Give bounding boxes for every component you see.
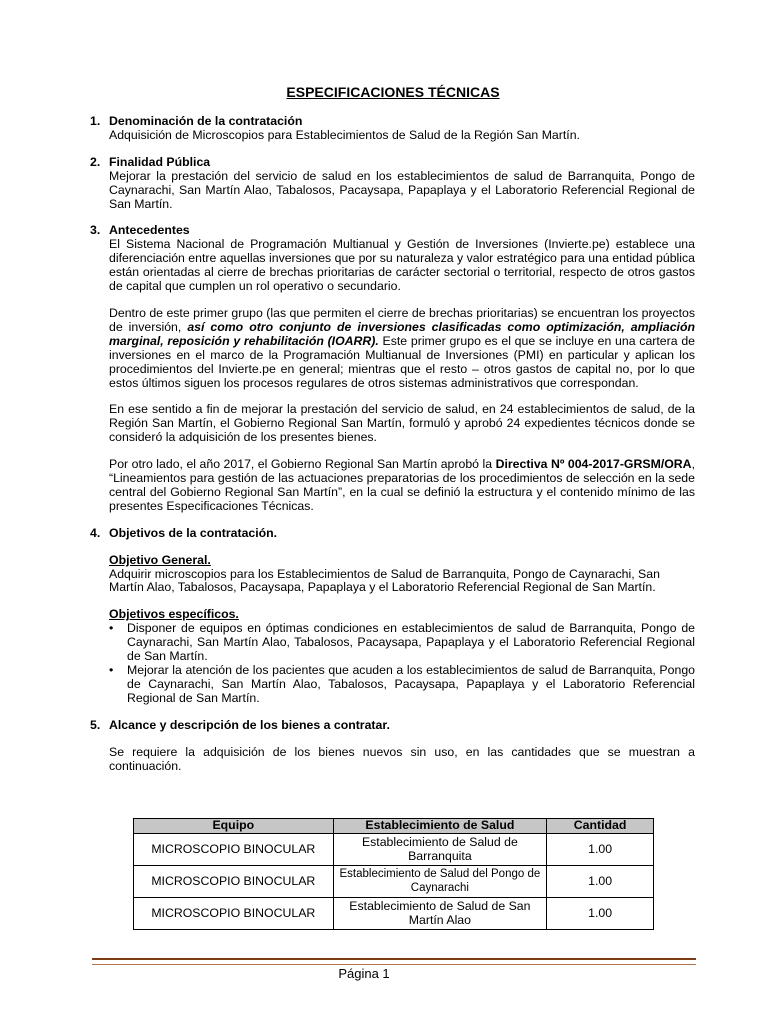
section-4 xyxy=(90,527,695,706)
section-text: Se requiere la adquisición de los bienes nuevos sin uso, en las cantidades que se muestran a continuación. xyxy=(109,744,695,773)
section-heading: Finalidad Pública xyxy=(109,154,211,169)
page-number: Página 1 xyxy=(338,966,390,981)
paragraph xyxy=(109,307,695,390)
section-2 xyxy=(90,156,695,212)
paragraph-text: Este primer grupo es el que se incluye en una cartera de inversiones en el marco de la Programación Multianual de Inversiones (PMI) en particular y aplican los procedimientos del Invierte.pe en general; mientras que el resto – otros gastos de capital no, por lo que estos últimos siguen los procesos regulares de otros sistemas administrativos que correspondan. xyxy=(109,333,695,390)
bullet-icon: • xyxy=(109,621,114,636)
table-row xyxy=(134,834,654,866)
section-3 xyxy=(90,224,695,513)
column-header: Cantidad xyxy=(547,819,654,834)
footer-divider xyxy=(92,958,696,965)
section-5 xyxy=(90,719,695,774)
section-text: Mejorar la prestación del servicio de salud en los establecimientos de salud de Barranquita, Pongo de Caynarachi, San Martín Alao, Tabalosos, Pacaysapa, Papaplaya y el Laboratorio Referencial Regional de San Martín. xyxy=(109,168,695,211)
list-item-text: Mejorar la atención de los pacientes que acuden a los establecimientos de salud de Barranquita, Pongo de Caynarachi, San Martín Alao, Tabalosos, Pacaysapa, Papaplaya y el Laboratorio Referencial Regional de San Martín. xyxy=(127,663,695,705)
paragraph: En ese sentido a fin de mejorar la prestación del servicio de salud, en 24 establecimientos de salud, de la Región San Martín, el Gobierno Regional San Martín, formuló y aprobó 24 expedientes técnicos donde se consideró la adquisición de los presentes bienes. xyxy=(109,402,695,445)
section-heading: Antecedentes xyxy=(109,223,190,238)
general-objective-text: Adquirir microscopios para los Establecimientos de Salud de Barranquita, Pongo de Caynarachi, San Martín Alao, Tabalosos, Pacaysapa, Papaplaya y el Laboratorio Referencial Regional de San Martín. xyxy=(109,566,660,595)
quantity-cell: 1.00 xyxy=(547,834,654,866)
facility-cell: Establecimiento de Salud de San Martín Alao xyxy=(333,898,547,930)
paragraph xyxy=(109,458,695,514)
subheading-specific: Objetivos específicos. xyxy=(109,607,239,622)
paragraph: El Sistema Nacional de Programación Multianual y Gestión de Inversiones (Invierte.pe) establece una diferenciación entre aquellas inversiones que por su naturaleza y valor estratégico para una entidad pública están orientadas al cierre de brechas prioritarias de carácter sectorial o territorial, respecto de otros gastos de capital que cumplen un rol operativo o secundario. xyxy=(109,237,695,294)
section-heading: Objetivos de la contratación. xyxy=(109,525,278,540)
paragraph-text: , “Lineamientos para gestión de las actuaciones preparatorias de los procedimientos de selección en la sede central del Gobierno Regional San Martín”, en la cual se definió la estructura y el contenido mínimo de las presentes Especificaciones Técnicas. xyxy=(109,457,695,513)
section-number: 2. xyxy=(90,154,101,169)
list-item-text: Disponer de equipos en óptimas condiciones en establecimientos de salud de Barranquita, Pongo de Caynarachi, San Martín Alao, Tabalosos, Pacaysapa, Papaplaya y el Laboratorio Referencial Regional de San Martín. xyxy=(127,621,695,664)
specific-objectives-list xyxy=(109,622,695,705)
section-number: 1. xyxy=(90,114,101,128)
list-item xyxy=(109,622,695,664)
facility-cell: Establecimiento de Salud de Barranquita xyxy=(333,834,547,866)
list-item xyxy=(109,664,695,706)
section-number: 5. xyxy=(90,717,101,732)
equipment-cell: MICROSCOPIO BINOCULAR xyxy=(134,834,334,866)
facility-cell: Establecimiento de Salud del Pongo de Caynarachi xyxy=(333,866,547,898)
equipment-cell: MICROSCOPIO BINOCULAR xyxy=(134,898,334,930)
table-row xyxy=(134,866,654,898)
quantity-cell: 1.00 xyxy=(547,866,654,898)
column-header: Establecimiento de Salud xyxy=(333,819,547,834)
section-number: 4. xyxy=(90,525,101,540)
document-body xyxy=(90,115,695,786)
section-number: 3. xyxy=(90,223,101,238)
emphasis-text: así como otro conjunto de inversiones clasificadas como optimización, ampliación marginal, reposición y rehabilitación (IOARR). xyxy=(109,319,696,348)
goods-table xyxy=(133,818,654,930)
section-heading: Alcance y descripción de los bienes a contratar. xyxy=(109,717,390,732)
paragraph-text: Por otro lado, el año 2017, el Gobierno Regional San Martín aprobó la xyxy=(109,457,496,472)
paragraph-text: Dentro de este primer grupo (las que permiten el cierre de brechas prioritarias) se encuentran los proyectos de inversión, xyxy=(109,305,695,334)
bullet-icon: • xyxy=(109,663,114,677)
section-heading: Denominación de la contratación xyxy=(109,114,303,128)
section-text: Adquisición de Microscopios para Establecimientos de Salud de la Región San Martín. xyxy=(109,127,580,142)
column-header: Equipo xyxy=(134,819,334,834)
quantity-cell: 1.00 xyxy=(547,898,654,930)
table-row xyxy=(134,898,654,930)
subheading-general: Objetivo General. xyxy=(109,552,211,567)
section-1 xyxy=(90,115,695,143)
directive-reference: Directiva Nº 004-2017-GRSM/ORA xyxy=(495,457,692,472)
equipment-cell: MICROSCOPIO BINOCULAR xyxy=(134,866,334,898)
table-header-row xyxy=(134,819,654,834)
document-title: ESPECIFICACIONES TÉCNICAS xyxy=(286,84,500,100)
